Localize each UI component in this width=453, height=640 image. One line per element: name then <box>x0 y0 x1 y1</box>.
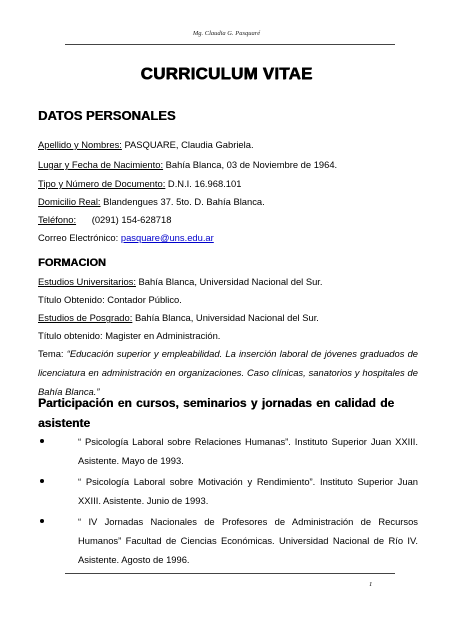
list-item <box>38 472 418 510</box>
header-rule <box>65 44 395 45</box>
field-value: D.N.I. 16.968.101 <box>165 178 242 189</box>
participacion-heading: Participación en cursos, seminarios y jornadas en calidad de asistente <box>38 396 395 430</box>
estudios-universitarios-label: Estudios Universitarios: <box>38 276 136 287</box>
bullet-icon <box>40 439 44 443</box>
titulo-obtenido-posgrado: Título obtenido: Magister en Administración. <box>38 330 221 341</box>
participacion-list <box>38 432 418 571</box>
field-nacimiento <box>38 159 337 170</box>
list-item <box>38 512 418 569</box>
datos-personales-heading: DATOS PERSONALES <box>38 108 176 123</box>
bullet-icon <box>40 479 44 483</box>
field-label: Teléfono: <box>38 214 77 225</box>
field-label: Domicilio Real: <box>38 196 101 207</box>
tema-prefix: Tema: <box>38 348 67 359</box>
bullet-icon <box>40 519 44 523</box>
field-telefono <box>38 214 171 225</box>
field-documento <box>38 178 241 189</box>
running-header: Mg. Claudia G. Pasquaré <box>192 30 261 37</box>
list-item <box>38 432 418 470</box>
email-link[interactable]: pasquare@uns.edu.ar <box>120 232 214 243</box>
page-number: 1 <box>369 581 373 588</box>
field-label: Tipo y Número de Documento: <box>38 178 166 189</box>
field-label: Apellido y Nombres: <box>38 139 122 150</box>
list-item-text: “ Psicología Laboral sobre Relaciones Humanas”. Instituto Superior Juan XXIII. Asistente. Mayo de 1993. <box>78 436 418 466</box>
tema-text: “Educación superior y empleabilidad. La inserción laboral de jóvenes graduados de licenciatura en administración en organizaciones. Caso clínicas, sanatorios y hospitales de Bahía Blanca.” <box>38 348 419 397</box>
field-value: Bahía Blanca, 03 de Noviembre de 1964. <box>163 159 338 170</box>
estudios-universitarios-value: Bahía Blanca, Universidad Nacional del Sur. <box>135 276 323 287</box>
formacion-heading: FORMACION <box>38 257 106 269</box>
field-value: Blandengues 37. 5to. D. Bahía Blanca. <box>100 196 265 207</box>
document-title: CURRICULUM VITAE <box>140 64 313 83</box>
field-correo <box>38 232 214 243</box>
field-apellido <box>38 139 254 150</box>
footer-rule <box>65 573 395 574</box>
field-value: (0291) 154-628718 <box>76 214 172 225</box>
estudios-universitarios <box>38 276 323 287</box>
list-item-text: “ Psicología Laboral sobre Motivación y Rendimiento”. Instituto Superior Juan XXIII. Asistente. Junio de 1993. <box>78 476 418 506</box>
field-domicilio <box>38 196 265 207</box>
field-label: Lugar y Fecha de Nacimiento: <box>38 159 164 170</box>
field-value: PASQUARE, Claudia Gabriela. <box>121 139 254 150</box>
estudios-posgrado <box>38 312 319 323</box>
list-item-text: “ IV Jornadas Nacionales de Profesores de Administración de Recursos Humanos” Facultad de Ciencias Económicas. Universidad Nacional de Río IV. Asistente. Agosto de 1996. <box>78 516 418 565</box>
estudios-posgrado-value: Bahía Blanca, Universidad Nacional del Sur. <box>132 312 319 323</box>
titulo-obtenido: Título Obtenido: Contador Público. <box>38 294 182 305</box>
estudios-posgrado-label: Estudios de Posgrado: <box>38 312 133 323</box>
field-label: Correo Electrónico: <box>38 232 119 243</box>
